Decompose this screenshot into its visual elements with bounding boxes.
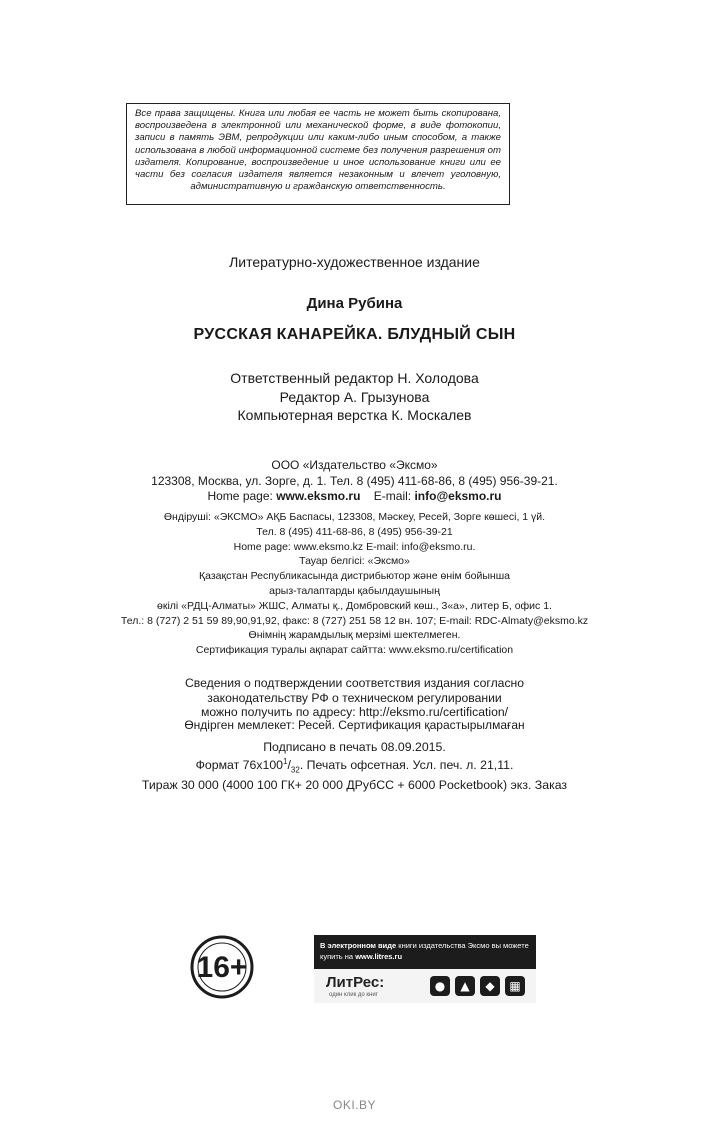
watermark: OKI.BY: [332, 1098, 376, 1112]
format-line: Формат $76x100^1/_{32}$. Печать офсетная. Усл. печ. л. 21,11.: [195, 756, 514, 775]
staff-line: Редактор А. Грызунова: [279, 388, 430, 405]
publisher-contacts: [0, 489, 709, 505]
cert-line: законодательству РФ о техническом регулировании: [207, 690, 502, 705]
cert-line: можно получить по адресу: http://eksmo.ru/certification/: [200, 705, 509, 719]
age-rating-text: 16+: [196, 951, 248, 984]
promo-rest-2: купить на: [320, 952, 356, 961]
staff-line: Ответственный редактор Н. Холодова: [230, 370, 479, 386]
blackberry-icon[interactable]: ◆: [480, 976, 500, 996]
book-title: РУССКАЯ КАНАРЕЙКА. БЛУДНЫЙ СЫН: [193, 326, 516, 343]
litres-banner[interactable]: [314, 935, 536, 1003]
homepage-link[interactable]: www.eksmo.ru: [276, 489, 361, 503]
format-suffix: . Печать офсетная. Усл. печ. л. 21,11.: [299, 757, 514, 772]
email-label: E-mail:: [373, 489, 412, 503]
litres-link[interactable]: www.litres.ru: [355, 952, 403, 961]
edition-genre: Литературно-художественное издание: [229, 254, 480, 270]
android-icon[interactable]: ▲: [455, 976, 475, 996]
author-name: Дина Рубина: [306, 295, 403, 312]
kz-line: Өнімнің жарамдылық мерзімі шектелмеген.: [248, 629, 461, 642]
staff-line: Компьютерная верстка К. Москалев: [237, 407, 472, 423]
promo-bold: В электронном виде: [320, 941, 397, 950]
litres-lower: [314, 969, 536, 1003]
kz-distributor-block: [0, 510, 709, 658]
print-info: [0, 740, 709, 792]
print-run: Тираж 30 000 (4000 100 ГК+ 20 000 ДРубСС + 6000 Pocketbook) экз. Заказ: [141, 777, 568, 792]
rights-notice: Все права защищены. Книга или любая ее часть не может быть скопирована, воспроизведена в электронной или механической форме, в виде фотокопии, записи в память ЭВМ, репродукции или каким-либо иным способом, а также использована в любой информационной системе без получения разрешения от издателя. Копирование, воспроизведение и иное использование книги или ее части без согласия издателя является незаконным и влечет уголовную, административную и гражданскую ответственность.: [126, 103, 510, 205]
email-link[interactable]: info@eksmo.ru: [414, 489, 502, 503]
kz-line: өкілі «РДЦ-Алматы» ЖШС, Алматы қ., Домбровский көш., 3«а», литер Б, офис 1.: [157, 599, 552, 612]
kz-origin: Өндірген мемлекет: Ресей. Сертификация қарастырылмаған: [184, 718, 525, 732]
format-sub: 32: [290, 765, 300, 775]
kz-line: Home page: www.eksmo.kz E-mail: info@eksmo.ru.: [233, 540, 476, 553]
age-rating-icon: [180, 935, 264, 999]
litres-promo-text: [314, 935, 536, 969]
kz-line: Тауар белгісі: «Эксмо»: [299, 555, 410, 568]
publisher-block: [0, 458, 709, 505]
kz-line: арыз-талаптарды қабылдаушының: [269, 584, 440, 597]
publisher-address: 123308, Москва, ул. Зорге, д. 1. Тел. 8 (495) 411-68-86, 8 (495) 956-39-21.: [151, 473, 558, 488]
kz-line: Тел.: 8 (727) 2 51 59 89,90,91,92, факс: 8 (727) 251 58 12 вн. 107; E-mail: RDC-Almaty@eksmo.kz: [120, 614, 589, 627]
litres-logo: ЛитРес:: [326, 974, 385, 991]
homepage-label: Home page:: [207, 489, 273, 503]
windows-icon[interactable]: ▦: [505, 976, 525, 996]
cert-line: Сведения о подтверждении соответствия издания согласно: [184, 676, 525, 690]
kz-line: Өндіруші: «ЭКСМО» АҚБ Баспасы, 123308, Мәскеу, Ресей, Зорге көшесі, 1 үй.: [163, 511, 546, 523]
platform-icons: [430, 976, 525, 996]
age-rating-badge: [180, 935, 264, 999]
signed-date: Подписано в печать 08.09.2015.: [263, 740, 446, 754]
format-prefix: Формат 76x100: [195, 757, 284, 772]
certification-block: [0, 676, 709, 720]
apple-icon[interactable]: ●: [430, 976, 450, 996]
kz-line: Тел. 8 (495) 411-68-86, 8 (495) 956-39-21: [256, 525, 453, 538]
kz-line: Сертификация туралы ақпарат сайтта: www.eksmo.ru/certification: [195, 644, 514, 657]
promo-rest: книги издательства Эксмо вы можете: [396, 941, 529, 950]
litres-tagline: один клик до книг: [329, 992, 378, 998]
format-sup: 1: [283, 756, 288, 766]
editorial-staff: [0, 369, 709, 425]
kz-line: Қазақстан Республикасында дистрибьютор және өнім бойынша: [199, 570, 510, 583]
publisher-name: ООО «Издательство «Эксмо»: [271, 458, 438, 472]
